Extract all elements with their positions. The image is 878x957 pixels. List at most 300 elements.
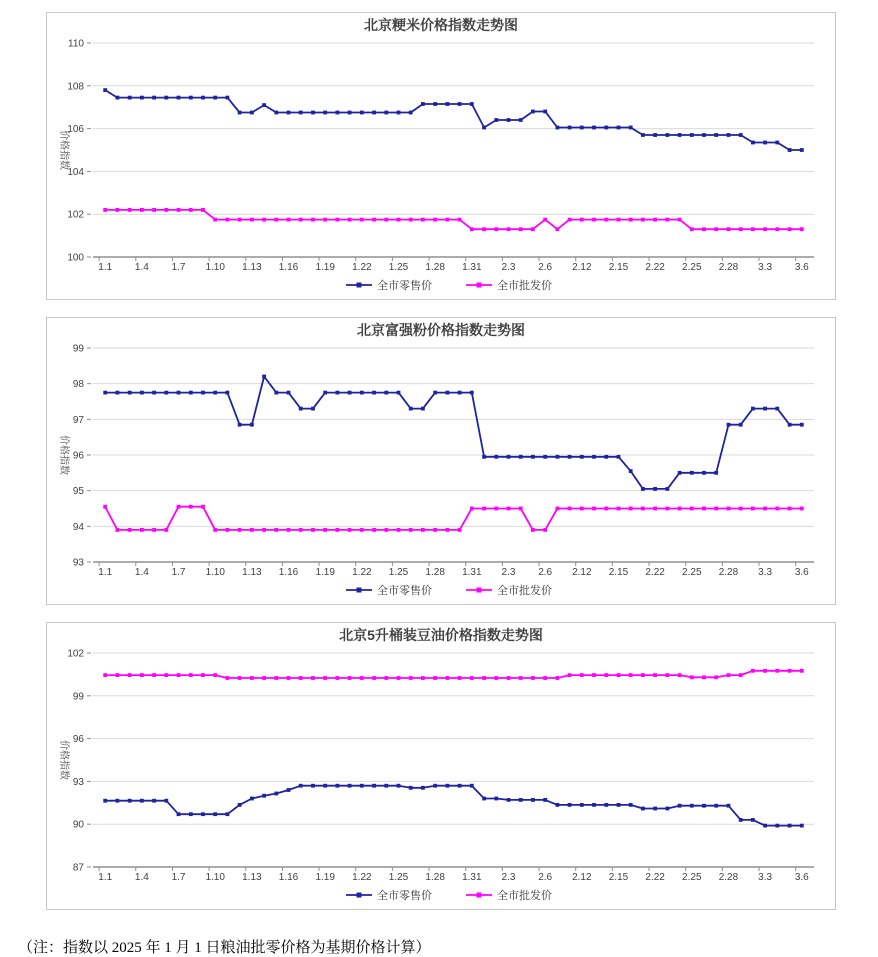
x-tick-label: 1.7 xyxy=(171,872,186,883)
retail-data-marker xyxy=(775,141,779,145)
retail-data-marker xyxy=(397,784,401,788)
retail-data-marker xyxy=(775,407,779,411)
x-tick-label: 2.28 xyxy=(718,567,739,578)
x-tick-label: 1.1 xyxy=(98,262,113,273)
y-axis-title: 价格指数 xyxy=(58,435,69,475)
wholesale-data-marker xyxy=(446,218,450,222)
wholesale-data-marker xyxy=(103,208,107,212)
retail-data-marker xyxy=(482,797,486,801)
wholesale-data-marker xyxy=(617,218,621,222)
retail-data-marker xyxy=(103,88,107,92)
wholesale-data-marker xyxy=(653,218,657,222)
wholesale-data-marker xyxy=(140,528,144,532)
retail-data-marker xyxy=(201,391,205,395)
wholesale-data-marker xyxy=(592,218,596,222)
wholesale-data-marker xyxy=(751,669,755,673)
retail-data-marker xyxy=(604,803,608,807)
retail-data-marker xyxy=(274,111,278,115)
retail-data-marker xyxy=(788,824,792,828)
legend-marker-wholesale xyxy=(477,893,482,898)
retail-data-marker xyxy=(739,818,743,822)
wholesale-data-marker xyxy=(177,208,181,212)
retail-data-marker xyxy=(360,391,364,395)
retail-data-marker xyxy=(213,391,217,395)
legend-label-wholesale: 全市批发价 xyxy=(497,890,552,902)
retail-data-marker xyxy=(604,126,608,130)
wholesale-data-marker xyxy=(433,528,437,532)
y-tick-label: 100 xyxy=(67,252,84,264)
x-tick-label: 2.12 xyxy=(572,262,592,273)
wholesale-data-marker xyxy=(128,673,132,677)
wholesale-data-marker xyxy=(800,669,804,673)
x-tick-label: 1.4 xyxy=(134,567,149,578)
wholesale-data-marker xyxy=(140,208,144,212)
x-tick-label: 2.22 xyxy=(645,567,665,578)
retail-data-marker xyxy=(507,118,511,122)
wholesale-data-marker xyxy=(800,227,804,231)
wholesale-data-marker xyxy=(531,227,535,231)
retail-data-marker xyxy=(458,391,462,395)
y-tick-label: 97 xyxy=(72,414,84,426)
wholesale-data-marker xyxy=(494,676,498,680)
wholesale-data-marker xyxy=(201,505,205,509)
retail-data-marker xyxy=(201,96,205,100)
retail-data-marker xyxy=(140,96,144,100)
wholesale-data-marker xyxy=(763,669,767,673)
wholesale-data-marker xyxy=(311,676,315,680)
retail-data-marker xyxy=(678,804,682,808)
x-tick-label: 1.28 xyxy=(425,567,445,578)
retail-data-marker xyxy=(226,96,230,100)
x-tick-label: 2.15 xyxy=(608,262,629,273)
wholesale-data-marker xyxy=(604,218,608,222)
retail-data-marker xyxy=(629,803,633,807)
y-tick-label: 108 xyxy=(67,81,84,93)
wholesale-data-marker xyxy=(592,507,596,511)
chart-box-2 xyxy=(46,317,836,605)
wholesale-data-marker xyxy=(458,676,462,680)
wholesale-data-marker xyxy=(641,673,645,677)
wholesale-data-marker xyxy=(556,227,560,231)
wholesale-data-marker xyxy=(238,218,242,222)
x-tick-label: 1.4 xyxy=(134,262,149,273)
retail-data-marker xyxy=(177,812,181,816)
retail-data-marker xyxy=(238,111,242,115)
wholesale-data-marker xyxy=(201,673,205,677)
retail-data-marker xyxy=(775,824,779,828)
retail-data-marker xyxy=(189,812,193,816)
wholesale-data-marker xyxy=(103,505,107,509)
wholesale-data-marker xyxy=(470,227,474,231)
wholesale-data-marker xyxy=(727,227,731,231)
retail-data-marker xyxy=(299,407,303,411)
wholesale-data-marker xyxy=(482,507,486,511)
x-tick-label: 3.6 xyxy=(794,872,809,883)
retail-data-marker xyxy=(763,407,767,411)
retail-data-marker xyxy=(556,803,560,807)
retail-data-marker xyxy=(226,812,230,816)
wholesale-data-marker xyxy=(788,669,792,673)
x-tick-label: 3.6 xyxy=(794,567,809,578)
wholesale-data-marker xyxy=(531,528,535,532)
wholesale-data-marker xyxy=(299,676,303,680)
retail-data-marker xyxy=(103,799,107,803)
retail-data-marker xyxy=(397,391,401,395)
retail-data-marker xyxy=(617,126,621,130)
retail-data-marker xyxy=(458,784,462,788)
legend-label-wholesale: 全市批发价 xyxy=(497,585,552,597)
retail-data-marker xyxy=(580,126,584,130)
x-tick-label: 1.1 xyxy=(98,872,113,883)
retail-data-marker xyxy=(446,391,450,395)
chart-title: 北京5升桶装豆油价格指数走势图 xyxy=(339,627,543,643)
wholesale-data-marker xyxy=(519,227,523,231)
wholesale-data-marker xyxy=(617,507,621,511)
retail-data-marker xyxy=(763,141,767,145)
retail-data-marker xyxy=(727,423,731,427)
retail-data-marker xyxy=(421,786,425,790)
wholesale-data-marker xyxy=(592,673,596,677)
retail-data-marker xyxy=(421,102,425,106)
wholesale-data-marker xyxy=(274,528,278,532)
retail-data-marker xyxy=(238,423,242,427)
wholesale-data-marker xyxy=(763,507,767,511)
retail-data-marker xyxy=(213,96,217,100)
retail-data-marker xyxy=(629,126,633,130)
x-tick-label: 1.4 xyxy=(134,872,149,883)
wholesale-data-marker xyxy=(653,507,657,511)
wholesale-data-marker xyxy=(568,218,572,222)
retail-data-marker xyxy=(482,455,486,459)
retail-data-marker xyxy=(421,407,425,411)
wholesale-data-marker xyxy=(543,218,547,222)
chart-canvas-2 xyxy=(47,318,835,604)
x-tick-label: 2.28 xyxy=(718,262,739,273)
retail-data-marker xyxy=(458,102,462,106)
wholesale-data-marker xyxy=(690,675,694,679)
x-tick-label: 1.31 xyxy=(462,262,482,273)
wholesale-data-marker xyxy=(556,676,560,680)
wholesale-data-marker xyxy=(116,673,120,677)
wholesale-data-marker xyxy=(739,227,743,231)
wholesale-data-marker xyxy=(556,507,560,511)
y-axis-title: 价格指数 xyxy=(58,130,69,170)
wholesale-data-marker xyxy=(152,528,156,532)
legend-label-retail: 全市零售价 xyxy=(377,585,432,597)
wholesale-data-marker xyxy=(507,507,511,511)
wholesale-series-line xyxy=(105,671,802,678)
retail-data-marker xyxy=(140,391,144,395)
wholesale-data-marker xyxy=(103,673,107,677)
retail-data-marker xyxy=(531,798,535,802)
retail-data-marker xyxy=(666,807,670,811)
retail-data-marker xyxy=(800,148,804,152)
retail-data-marker xyxy=(372,391,376,395)
x-tick-label: 1.16 xyxy=(278,567,299,578)
wholesale-data-marker xyxy=(543,676,547,680)
wholesale-data-marker xyxy=(226,676,230,680)
x-tick-label: 1.19 xyxy=(315,872,335,883)
retail-data-marker xyxy=(678,133,682,137)
wholesale-data-marker xyxy=(397,218,401,222)
x-tick-label: 1.22 xyxy=(352,872,372,883)
x-tick-label: 1.25 xyxy=(388,872,409,883)
wholesale-data-marker xyxy=(580,507,584,511)
retail-data-marker xyxy=(433,391,437,395)
wholesale-data-marker xyxy=(421,528,425,532)
retail-data-marker xyxy=(751,407,755,411)
retail-data-marker xyxy=(250,797,254,801)
wholesale-data-marker xyxy=(152,673,156,677)
retail-data-marker xyxy=(372,111,376,115)
wholesale-data-marker xyxy=(336,218,340,222)
retail-data-marker xyxy=(543,455,547,459)
retail-data-marker xyxy=(311,784,315,788)
retail-data-marker xyxy=(177,391,181,395)
x-tick-label: 2.6 xyxy=(538,567,553,578)
x-tick-label: 1.31 xyxy=(462,567,482,578)
wholesale-data-marker xyxy=(116,528,120,532)
retail-data-marker xyxy=(800,824,804,828)
wholesale-data-marker xyxy=(629,218,633,222)
retail-data-marker xyxy=(299,111,303,115)
wholesale-data-marker xyxy=(763,227,767,231)
wholesale-data-marker xyxy=(274,218,278,222)
x-tick-label: 1.13 xyxy=(242,872,262,883)
wholesale-data-marker xyxy=(287,528,291,532)
retail-data-marker xyxy=(311,111,315,115)
wholesale-data-marker xyxy=(238,676,242,680)
wholesale-data-marker xyxy=(409,676,413,680)
wholesale-data-marker xyxy=(177,673,181,677)
wholesale-data-marker xyxy=(702,507,706,511)
retail-data-marker xyxy=(238,803,242,807)
retail-data-marker xyxy=(433,102,437,106)
retail-data-marker xyxy=(116,799,120,803)
retail-data-marker xyxy=(152,96,156,100)
wholesale-data-marker xyxy=(262,218,266,222)
x-tick-label: 1.19 xyxy=(315,567,335,578)
retail-data-marker xyxy=(274,792,278,796)
retail-data-marker xyxy=(323,784,327,788)
retail-data-marker xyxy=(519,798,523,802)
retail-data-marker xyxy=(336,391,340,395)
wholesale-data-marker xyxy=(714,675,718,679)
retail-data-marker xyxy=(164,799,168,803)
retail-data-marker xyxy=(336,111,340,115)
y-tick-label: 106 xyxy=(67,124,84,136)
x-tick-label: 3.6 xyxy=(794,262,809,273)
wholesale-data-marker xyxy=(397,676,401,680)
wholesale-data-marker xyxy=(311,218,315,222)
retail-data-marker xyxy=(519,455,523,459)
x-tick-label: 2.25 xyxy=(682,567,702,578)
wholesale-data-marker xyxy=(580,218,584,222)
wholesale-data-marker xyxy=(788,507,792,511)
wholesale-data-marker xyxy=(446,528,450,532)
wholesale-data-marker xyxy=(580,673,584,677)
wholesale-data-marker xyxy=(470,676,474,680)
x-tick-label: 1.1 xyxy=(98,567,113,578)
x-tick-label: 1.7 xyxy=(171,262,186,273)
wholesale-data-marker xyxy=(666,507,670,511)
y-axis-title: 价格指数 xyxy=(58,740,69,780)
retail-data-marker xyxy=(103,391,107,395)
retail-data-marker xyxy=(384,111,388,115)
wholesale-data-marker xyxy=(714,507,718,511)
retail-data-marker xyxy=(348,784,352,788)
retail-data-marker xyxy=(641,487,645,491)
retail-data-marker xyxy=(287,391,291,395)
wholesale-data-marker xyxy=(384,528,388,532)
legend-label-wholesale: 全市批发价 xyxy=(497,280,552,292)
wholesale-data-marker xyxy=(678,218,682,222)
retail-data-marker xyxy=(543,798,547,802)
retail-data-marker xyxy=(250,111,254,115)
retail-series-line xyxy=(105,377,802,489)
y-tick-label: 94 xyxy=(72,521,84,533)
x-tick-label: 1.10 xyxy=(205,872,225,883)
wholesale-data-marker xyxy=(299,218,303,222)
wholesale-data-marker xyxy=(629,673,633,677)
retail-data-marker xyxy=(128,799,132,803)
wholesale-data-marker xyxy=(519,676,523,680)
wholesale-data-marker xyxy=(250,218,254,222)
retail-data-marker xyxy=(702,133,706,137)
retail-data-marker xyxy=(213,812,217,816)
wholesale-data-marker xyxy=(250,528,254,532)
retail-data-marker xyxy=(666,133,670,137)
retail-data-marker xyxy=(287,788,291,792)
y-tick-label: 96 xyxy=(72,734,84,746)
retail-data-marker xyxy=(323,111,327,115)
retail-data-marker xyxy=(250,423,254,427)
retail-data-marker xyxy=(323,391,327,395)
x-tick-label: 2.12 xyxy=(572,567,592,578)
x-tick-label: 1.28 xyxy=(425,262,445,273)
x-tick-label: 1.16 xyxy=(278,872,299,883)
wholesale-data-marker xyxy=(739,507,743,511)
retail-data-marker xyxy=(311,407,315,411)
retail-data-marker xyxy=(617,803,621,807)
wholesale-data-marker xyxy=(311,528,315,532)
wholesale-data-marker xyxy=(360,528,364,532)
wholesale-data-marker xyxy=(702,675,706,679)
wholesale-data-marker xyxy=(421,676,425,680)
y-tick-label: 98 xyxy=(72,379,84,391)
wholesale-data-marker xyxy=(177,505,181,509)
x-tick-label: 1.10 xyxy=(205,567,225,578)
x-tick-label: 1.16 xyxy=(278,262,299,273)
retail-data-marker xyxy=(348,391,352,395)
chart-title: 北京富强粉价格指数走势图 xyxy=(357,322,525,338)
wholesale-data-marker xyxy=(226,528,230,532)
chart-box-3 xyxy=(46,622,836,910)
base-period-note: （注：指数以 2025 年 1 月 1 日粮油批零价格为基期价格计算） xyxy=(18,940,431,956)
wholesale-data-marker xyxy=(164,673,168,677)
x-tick-label: 3.3 xyxy=(758,567,773,578)
x-tick-label: 1.13 xyxy=(242,567,262,578)
y-tick-label: 87 xyxy=(72,862,84,874)
wholesale-data-marker xyxy=(433,676,437,680)
wholesale-data-marker xyxy=(666,673,670,677)
wholesale-data-marker xyxy=(641,218,645,222)
legend-marker-wholesale xyxy=(477,283,482,288)
retail-data-marker xyxy=(604,455,608,459)
wholesale-data-marker xyxy=(788,227,792,231)
x-tick-label: 2.6 xyxy=(538,262,553,273)
retail-data-marker xyxy=(189,391,193,395)
retail-data-marker xyxy=(494,797,498,801)
wholesale-data-marker xyxy=(201,208,205,212)
wholesale-data-marker xyxy=(629,507,633,511)
retail-data-marker xyxy=(519,118,523,122)
retail-data-marker xyxy=(617,455,621,459)
retail-data-marker xyxy=(360,111,364,115)
y-tick-label: 99 xyxy=(72,691,84,703)
wholesale-data-marker xyxy=(604,507,608,511)
retail-data-marker xyxy=(714,471,718,475)
wholesale-data-marker xyxy=(751,507,755,511)
retail-data-marker xyxy=(409,407,413,411)
wholesale-data-marker xyxy=(128,208,132,212)
wholesale-data-marker xyxy=(274,676,278,680)
retail-data-marker xyxy=(763,824,767,828)
retail-data-marker xyxy=(384,391,388,395)
wholesale-data-marker xyxy=(189,208,193,212)
wholesale-data-marker xyxy=(543,528,547,532)
retail-data-marker xyxy=(262,375,266,379)
charts-column xyxy=(0,12,878,910)
wholesale-data-marker xyxy=(323,676,327,680)
chart-canvas-1 xyxy=(47,13,835,299)
retail-data-marker xyxy=(189,96,193,100)
legend-item-retail xyxy=(346,888,432,902)
chart-title: 北京粳米价格指数走势图 xyxy=(364,17,518,33)
retail-data-marker xyxy=(446,784,450,788)
wholesale-data-marker xyxy=(653,673,657,677)
retail-data-marker xyxy=(727,133,731,137)
wholesale-data-marker xyxy=(433,218,437,222)
wholesale-data-marker xyxy=(164,528,168,532)
wholesale-data-marker xyxy=(409,218,413,222)
retail-series-line xyxy=(105,786,802,826)
wholesale-data-marker xyxy=(287,676,291,680)
retail-data-marker xyxy=(556,126,560,130)
retail-data-marker xyxy=(372,784,376,788)
x-tick-label: 2.15 xyxy=(608,872,629,883)
wholesale-data-marker xyxy=(213,218,217,222)
retail-data-marker xyxy=(226,391,230,395)
x-tick-label: 2.12 xyxy=(572,872,592,883)
wholesale-data-marker xyxy=(189,673,193,677)
legend-item-wholesale xyxy=(466,278,552,292)
wholesale-data-marker xyxy=(323,218,327,222)
retail-data-marker xyxy=(470,391,474,395)
retail-data-marker xyxy=(653,487,657,491)
retail-data-marker xyxy=(666,487,670,491)
retail-data-marker xyxy=(128,96,132,100)
legend-item-wholesale xyxy=(466,583,552,597)
retail-data-marker xyxy=(128,391,132,395)
retail-series-line xyxy=(105,90,802,150)
wholesale-series-line xyxy=(105,210,802,229)
retail-data-marker xyxy=(739,133,743,137)
legend-marker-retail xyxy=(357,588,362,593)
x-tick-label: 1.22 xyxy=(352,567,372,578)
retail-data-marker xyxy=(641,807,645,811)
y-tick-label: 102 xyxy=(67,648,84,660)
